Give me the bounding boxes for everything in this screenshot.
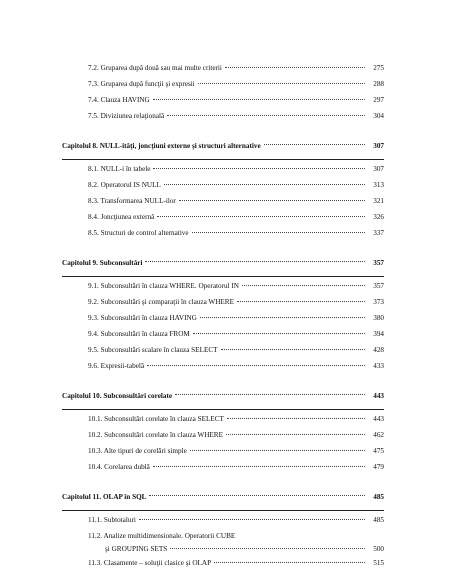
toc-entry[interactable] — [62, 282, 384, 298]
toc-entry[interactable] — [62, 165, 384, 181]
toc-page-number: 297 — [373, 96, 384, 104]
toc-page-number: 433 — [373, 362, 384, 370]
toc-entry[interactable] — [62, 559, 384, 575]
dot-leader — [164, 184, 365, 185]
chapter-title: Capitolul 10. Subconsultări corelate — [62, 392, 173, 400]
dot-leader — [193, 333, 365, 334]
toc-entry[interactable] — [62, 447, 384, 463]
toc-entry-label: 8.3. Transformarea NULL-ilor — [88, 197, 176, 205]
spacer — [62, 128, 384, 136]
toc-entry[interactable] — [62, 96, 384, 112]
dot-leader — [153, 466, 365, 467]
toc-entry[interactable] — [62, 346, 384, 362]
toc-entry[interactable] — [62, 64, 384, 80]
toc-chapter-9[interactable] — [62, 253, 384, 274]
dot-leader — [221, 349, 365, 350]
toc-entry-label: 9.2. Subconsultări şi comparaţii în clauza WHERE — [88, 298, 234, 306]
toc-page-number: 475 — [373, 447, 384, 455]
toc-entry-label: 9.5. Subconsultări scalare în clauza SELECT — [88, 346, 218, 354]
toc-entry-label: 7.4. Clauza HAVING — [88, 96, 150, 104]
toc-entry[interactable] — [62, 112, 384, 128]
chapter-divider — [62, 276, 384, 277]
toc-entry[interactable] — [62, 415, 384, 431]
toc-page-number: 485 — [373, 493, 384, 501]
dot-leader — [242, 285, 365, 286]
toc-chapter-11[interactable] — [62, 487, 384, 508]
toc-page-number: 373 — [373, 298, 384, 306]
chapter-divider — [62, 510, 384, 511]
dot-leader — [190, 450, 365, 451]
dot-leader — [153, 99, 365, 100]
toc-page-number: 321 — [373, 197, 384, 205]
dot-leader — [225, 67, 365, 68]
toc-entry-label: 10.1. Subconsultări corelate în clauza SELECT — [88, 415, 224, 423]
dot-leader — [145, 261, 365, 262]
dot-leader — [226, 434, 365, 435]
toc-entry-label: 9.6. Expresii-tabelă — [88, 362, 145, 370]
toc-entry-label: 11.1. Subtotaluri — [88, 516, 136, 524]
dot-leader — [179, 200, 365, 201]
dot-leader — [157, 216, 365, 217]
toc-entry-label: 11.3. Clasamente – soluţii clasice şi OLAP — [88, 559, 212, 567]
dot-leader — [237, 301, 365, 302]
dot-leader — [175, 394, 365, 395]
chapter-divider — [62, 159, 384, 160]
toc-entry-continuation — [88, 545, 384, 554]
chapter-title: Capitolul 9. Subconsultări — [62, 259, 143, 267]
dot-leader — [200, 317, 365, 318]
toc-page-number: 307 — [373, 165, 384, 173]
dot-leader — [170, 548, 365, 549]
toc-entry-label: 10.4. Corelarea dublă — [88, 463, 150, 471]
toc-entry[interactable] — [62, 431, 384, 447]
toc-page-number: 326 — [373, 213, 384, 221]
toc-entry[interactable] — [62, 463, 384, 479]
chapter-title: Capitolul 8. NULL-ităţi, joncţiuni externe şi structuri alternative — [62, 142, 261, 150]
toc-entry[interactable] — [62, 197, 384, 213]
toc-entry-label: 9.3. Subconsultări în clauza HAVING — [88, 314, 197, 322]
dot-leader — [167, 115, 365, 116]
dot-leader — [153, 168, 365, 169]
toc-entry-label: 8.5. Structuri de control alternative — [88, 229, 189, 237]
toc-chapter-8[interactable] — [62, 136, 384, 157]
toc-page-number: 304 — [373, 112, 384, 120]
toc-page-number: 275 — [373, 64, 384, 72]
toc-entry[interactable] — [62, 181, 384, 197]
toc-entry-label: 9.4. Subconsultări în clauza FROM — [88, 330, 190, 338]
dot-leader — [192, 232, 365, 233]
toc-page-number: 357 — [373, 259, 384, 267]
toc-entry-label: 8.2. Operatorul IS NULL — [88, 181, 161, 189]
toc-entry[interactable] — [62, 229, 384, 245]
toc-entry[interactable] — [62, 330, 384, 346]
dot-leader — [149, 495, 365, 496]
spacer — [62, 479, 384, 487]
toc-entry-label: 9.1. Subconsultări în clauza WHERE. Operatorul IN — [88, 282, 239, 290]
toc-page-number: 380 — [373, 314, 384, 322]
toc-page-number: 485 — [373, 516, 384, 524]
toc-page-number: 443 — [373, 415, 384, 423]
toc-entry-label-continued: şi GROUPING SETS — [105, 545, 168, 553]
toc-page-number: 462 — [373, 431, 384, 439]
dot-leader — [264, 144, 365, 145]
toc-entry-label: 7.2. Gruparea după două sau mai multe criterii — [88, 64, 222, 72]
dot-leader — [214, 562, 365, 563]
toc-entry-multiline[interactable] — [62, 532, 384, 559]
toc-entry-label: 7.5. Diviziunea relaţională — [88, 112, 165, 120]
dot-leader — [198, 83, 365, 84]
toc-page-number: 515 — [373, 559, 384, 567]
toc-page-number: 337 — [373, 229, 384, 237]
toc-chapter-10[interactable] — [62, 386, 384, 407]
toc-page-number: 288 — [373, 80, 384, 88]
dot-leader — [139, 519, 365, 520]
toc-entry[interactable] — [62, 516, 384, 532]
toc-entry[interactable] — [62, 362, 384, 378]
toc-entry[interactable] — [62, 213, 384, 229]
toc-entry-label: 10.2. Subconsultări corelate în clauza WHERE — [88, 431, 223, 439]
toc-entry[interactable] — [62, 314, 384, 330]
toc-page-number: 313 — [373, 181, 384, 189]
toc-entry-label: 11.2. Analize multidimensionale. Operatorii CUBE — [88, 532, 236, 540]
toc-page-number: 443 — [373, 392, 384, 400]
spacer — [62, 378, 384, 386]
dot-leader — [227, 418, 365, 419]
spacer — [62, 245, 384, 253]
toc-page-number: 357 — [373, 282, 384, 290]
toc-page-number: 428 — [373, 346, 384, 354]
dot-leader — [147, 365, 365, 366]
chapter-title: Capitolul 11. OLAP în SQL — [62, 493, 147, 501]
toc-entry-label: 7.3. Gruparea după funcţii şi expresii — [88, 80, 195, 88]
toc-entry[interactable] — [62, 298, 384, 314]
toc-page-number: 479 — [373, 463, 384, 471]
toc-entry-label: 10.3. Alte tipuri de corelări simple — [88, 447, 187, 455]
toc-entry-label: 8.1. NULL-i în tabele — [88, 165, 151, 173]
table-of-contents — [62, 64, 384, 575]
toc-page-number: 394 — [373, 330, 384, 338]
toc-page-number: 500 — [373, 545, 384, 553]
toc-page-number: 307 — [373, 142, 384, 150]
toc-entry-label: 8.4. Joncţiunea externă — [88, 213, 155, 221]
toc-entry[interactable] — [62, 80, 384, 96]
chapter-divider — [62, 409, 384, 410]
